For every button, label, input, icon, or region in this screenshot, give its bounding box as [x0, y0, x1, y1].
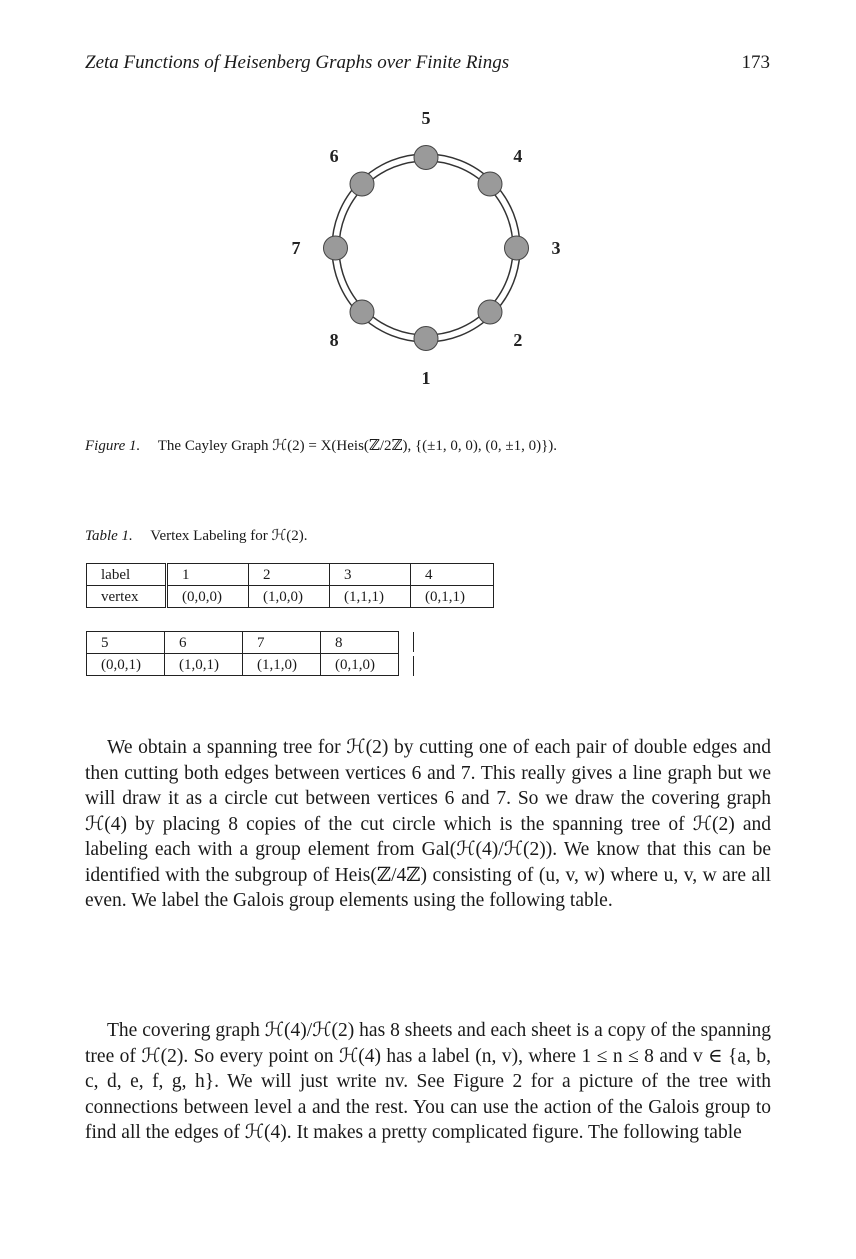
table-cell: (0,1,0)	[321, 654, 399, 676]
table-cell: (1,0,1)	[165, 654, 243, 676]
vertex-label: 8	[329, 329, 339, 350]
vertex-label: 3	[551, 238, 561, 258]
figure-1-caption-text: The Cayley Graph ℋ(2) = X(Heis(ℤ/2ℤ), {(±1, 0, 0), (0, ±1, 0)}).	[157, 438, 558, 454]
graph-vertex	[324, 236, 348, 260]
table-cell: 1	[167, 564, 249, 586]
graph-vertex	[478, 172, 502, 196]
row-label-vertex: vertex	[87, 586, 167, 608]
vertex-label: 2	[513, 329, 523, 350]
row-label-label: label	[87, 564, 167, 586]
figure-1-caption-label: Figure 1.	[85, 438, 141, 454]
vertex-label: 4	[513, 146, 523, 167]
graph-vertex	[505, 236, 529, 260]
table-row	[87, 564, 494, 586]
table-cell: (1,1,1)	[330, 586, 411, 608]
table-cell: 2	[249, 564, 330, 586]
page-number: 173	[741, 52, 770, 73]
table-cell: 7	[243, 632, 321, 654]
graph-vertex	[350, 300, 374, 324]
table-1-caption-label: Table 1.	[85, 528, 133, 544]
graph-vertex	[350, 172, 374, 196]
running-title: Zeta Functions of Heisenberg Graphs over Finite Rings	[85, 52, 510, 73]
table-cell: 4	[411, 564, 494, 586]
table-1-caption	[85, 526, 585, 545]
graph-vertex	[478, 300, 502, 324]
table-cell: (0,0,1)	[87, 654, 165, 676]
table-row	[87, 586, 494, 608]
table-row	[87, 654, 399, 676]
table-cell: (0,0,0)	[167, 586, 249, 608]
cayley-graph-diagram	[250, 100, 570, 400]
table-rule	[413, 656, 414, 676]
table-cell: (1,0,0)	[249, 586, 330, 608]
vertex-table-part-2	[86, 631, 399, 676]
table-1-caption-text: Vertex Labeling for ℋ(2).	[150, 528, 308, 544]
figure-1	[250, 100, 570, 400]
table-cell: 5	[87, 632, 165, 654]
graph-vertex	[414, 327, 438, 351]
vertex-label: 6	[329, 146, 339, 167]
vertex-label: 7	[291, 238, 301, 258]
table-cell: 6	[165, 632, 243, 654]
vertex-table-part-1	[86, 563, 494, 608]
figure-1-caption	[85, 436, 785, 455]
table-cell: (1,1,0)	[243, 654, 321, 676]
table-cell: 8	[321, 632, 399, 654]
table-row	[87, 632, 399, 654]
paragraph-covering-graph: The covering graph ℋ(4)/ℋ(2) has 8 sheets and each sheet is a copy of the spanning tree of ℋ(2). So every point on ℋ(4) has a label (n, v), where 1 ≤ n ≤ 8 and v ∈ {a, b, c, d, e, f, g, h}. We will just write nv. See Figure 2 for a picture of the tree with connections between level a and the rest. You can use the action of the Galois group to find all the edges of ℋ(4). It makes a pretty complicated figure. The following table	[85, 1020, 771, 1143]
paragraph-spanning-tree: We obtain a spanning tree for ℋ(2) by cutting one of each pair of double edges and then cutting both edges between vertices 6 and 7. This really gives a line graph but we will draw it as a circle cut between vertices 6 and 7. So we draw the covering graph ℋ(4) by placing 8 copies of the cut circle which is the spanning tree of ℋ(2) and labeling each with a group element from Gal(ℋ(4)/ℋ(2)). We know that this can be identified with the subgroup of Heis(ℤ/4ℤ) consisting of (u, v, w) where u, v, w are all even. We label the Galois group elements using the following table.	[85, 737, 771, 911]
table-cell: (0,1,1)	[411, 586, 494, 608]
vertex-label: 1	[421, 368, 431, 388]
graph-vertex	[414, 146, 438, 170]
running-head	[85, 52, 770, 80]
vertex-label: 5	[421, 108, 431, 128]
table-cell: 3	[330, 564, 411, 586]
table-rule	[413, 632, 414, 652]
